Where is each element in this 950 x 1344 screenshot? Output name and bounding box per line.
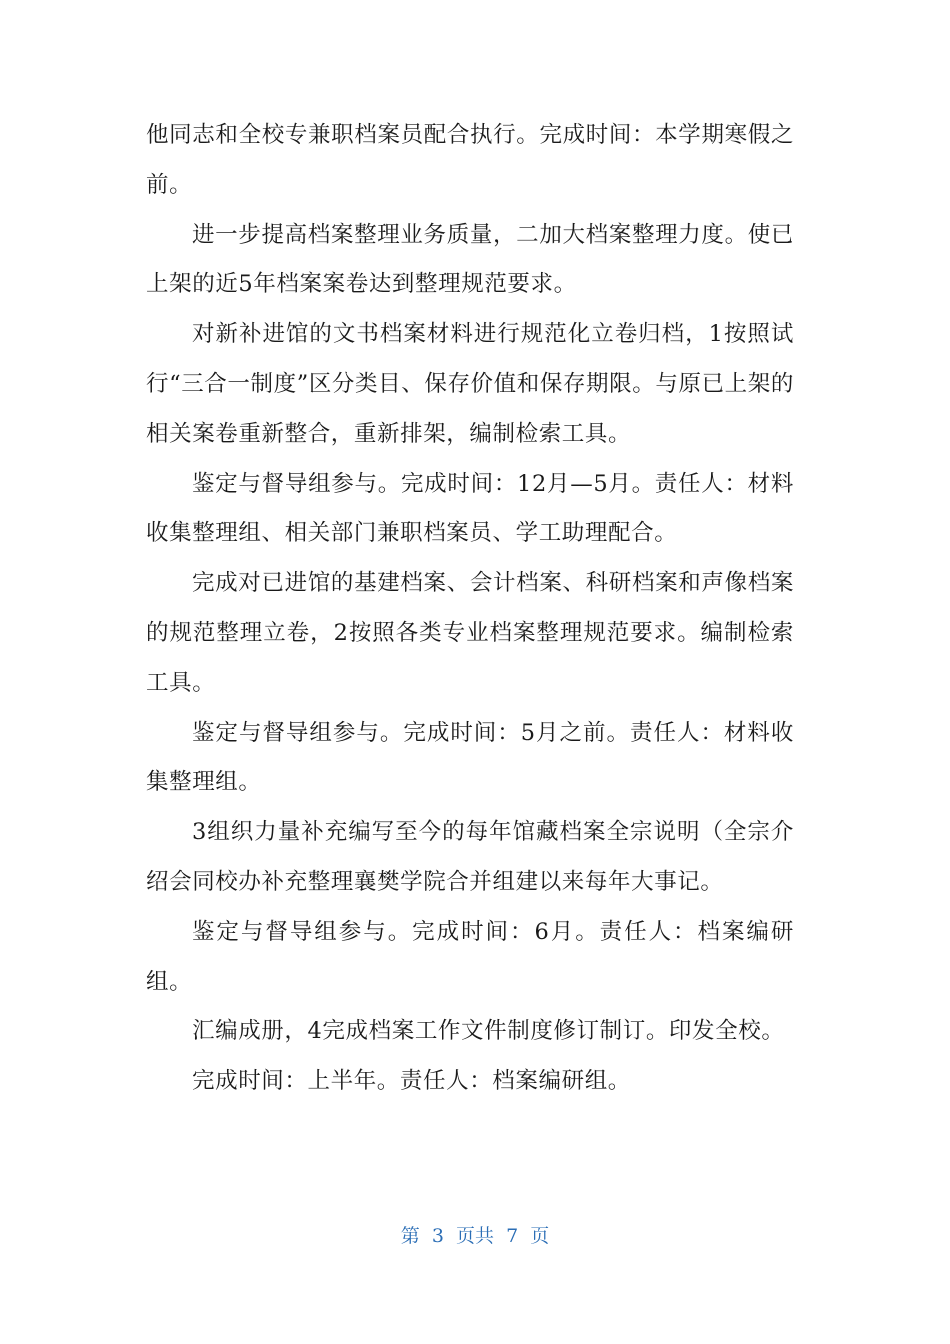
paragraph-5: 完成对已进馆的基建档案、会计档案、科研档案和声像档案的规范整理立卷，2按照各类专业档案整理规范要求。编制检索工具。: [146, 570, 794, 696]
paragraph-3: 对新补进馆的文书档案材料进行规范化立卷归档，1按照试行“三合一制度”区分类目、保存价值和保存期限。与原已上架的相关案卷重新整合，重新排架，编制检索工具。: [146, 321, 794, 447]
paragraph-1: 他同志和全校专兼职档案员配合执行。完成时间：本学期寒假之前。: [146, 122, 794, 198]
page-footer-number: 第 3 页共 7 页: [400, 1225, 550, 1247]
paragraph-2: 进一步提高档案整理业务质量，二加大档案整理力度。使已上架的近5年档案案卷达到整理规范要求。: [146, 221, 794, 298]
paragraph-6: 鉴定与督导组参与。完成时间：5月之前。责任人：材料收集整理组。: [146, 719, 794, 796]
document-body: [146, 111, 794, 1107]
paragraph-7: 3组织力量补充编写至今的每年馆藏档案全宗说明（全宗介绍会同校办补充整理襄樊学院合并组建以来每年大事记。: [146, 819, 794, 895]
paragraph-10: 完成时间：上半年。责任人：档案编研组。: [192, 1068, 631, 1095]
paragraph-8: 鉴定与督导组参与。完成时间：6月。责任人：档案编研组。: [146, 918, 794, 995]
paragraph-9: 汇编成册，4完成档案工作文件制度修订制订。印发全校。: [192, 1018, 785, 1045]
paragraph-4: 鉴定与督导组参与。完成时间：12月—5月。责任人：材料收集整理组、相关部门兼职档案员、学工助理配合。: [146, 470, 794, 547]
